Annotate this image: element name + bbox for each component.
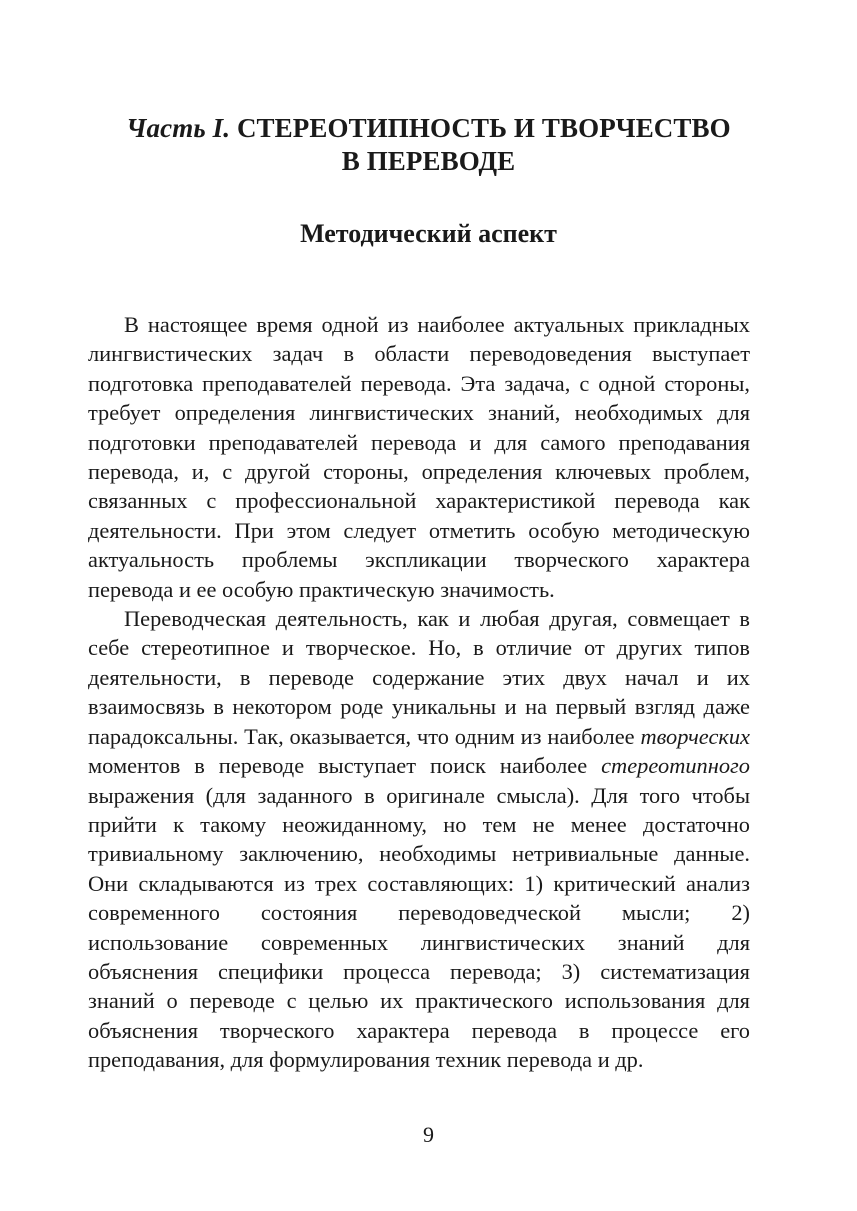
part-label: Часть I.: [126, 113, 231, 144]
paragraph-2-part-1: Переводческая деятельность, как и любая другая, совмещает в себе стереотипное и творческое. Но, в отличие от других типов деятельности, в переводе содержание этих двух начал и их взаимосвязь в некотором роде уникальны и на первый взгляд даже парадоксальны. Так, оказывается, что одним из наиболее: [88, 606, 750, 749]
part-title-line-2: В ПЕРЕВОДЕ: [341, 146, 516, 177]
part-title: [60, 112, 797, 178]
body-text: [88, 310, 750, 1075]
emphasis-creative: творческих: [640, 723, 750, 749]
section-title: Методический аспект: [300, 218, 557, 248]
paragraph-1: В настоящее время одной из наиболее актуальных прикладных лингвистических задач в области переводоведения выступает подготовка преподавателей перевода. Эта задача, с одной стороны, требует определения лингвистических знаний, необходимых для подготовки преподавателей перевода и для самого преподавания перевода, и, с другой стороны, определения ключевых проблем, связанных с профессиональной характеристикой перевода как деятельности. При этом следует отметить особую методическую актуальность проблемы экспликации творческого характера перевода и ее особую практическую значимость.: [88, 312, 750, 602]
page-number: 9: [423, 1122, 434, 1147]
paragraph-2-part-3: выражения (для заданного в оригинале смысла). Для того чтобы прийти к такому неожиданному, но тем не менее достаточно тривиальному заключению, необходимы нетривиальные данные. Они складываются из трех составляющих: 1) критический анализ современного состояния переводоведческой мысли; 2) использование современных лингвистических знаний для объяснения специфики процесса перевода; 3) систематизация знаний о переводе с целью их практического использования для объяснения творческого характера перевода в процессе его преподавания, для формулирования техник перевода и др.: [88, 782, 750, 1073]
paragraph-2: [88, 604, 750, 1075]
part-title-line-1: [60, 112, 797, 145]
paragraph-2-part-2: моментов в переводе выступает поиск наиболее: [88, 753, 588, 779]
part-title-text-1: СТЕРЕОТИПНОСТЬ И ТВОРЧЕСТВО: [236, 113, 731, 144]
emphasis-stereotypical: стереотипного: [601, 753, 750, 779]
